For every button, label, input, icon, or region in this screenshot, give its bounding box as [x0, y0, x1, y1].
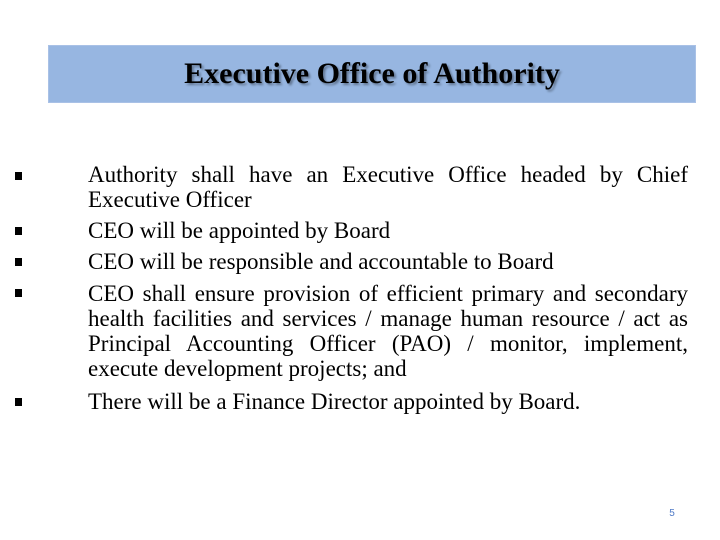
- square-bullet-icon: [15, 256, 27, 268]
- bullet-item-1: Authority shall have an Executive Office headed by Chief Executive Officer: [88, 162, 688, 212]
- page-number: 5: [669, 508, 675, 519]
- bullet-item-4: CEO shall ensure provision of efficient primary and secondary health facilities and services / manage human resource / act as Principal Accounting Officer (PAO) / monitor, implement, execute development projects; and: [88, 281, 688, 381]
- bullet-item-5: There will be a Finance Director appointed by Board.: [88, 389, 581, 414]
- square-bullet-icon: [15, 287, 27, 299]
- square-bullet-icon: [15, 225, 27, 237]
- bullet-item-2: CEO will be appointed by Board: [88, 218, 391, 243]
- square-bullet-icon: [15, 396, 27, 408]
- square-bullet-icon: [15, 170, 27, 182]
- bullet-item-3: CEO will be responsible and accountable to Board: [88, 249, 554, 274]
- slide-title: Executive Office of Authority: [184, 57, 560, 90]
